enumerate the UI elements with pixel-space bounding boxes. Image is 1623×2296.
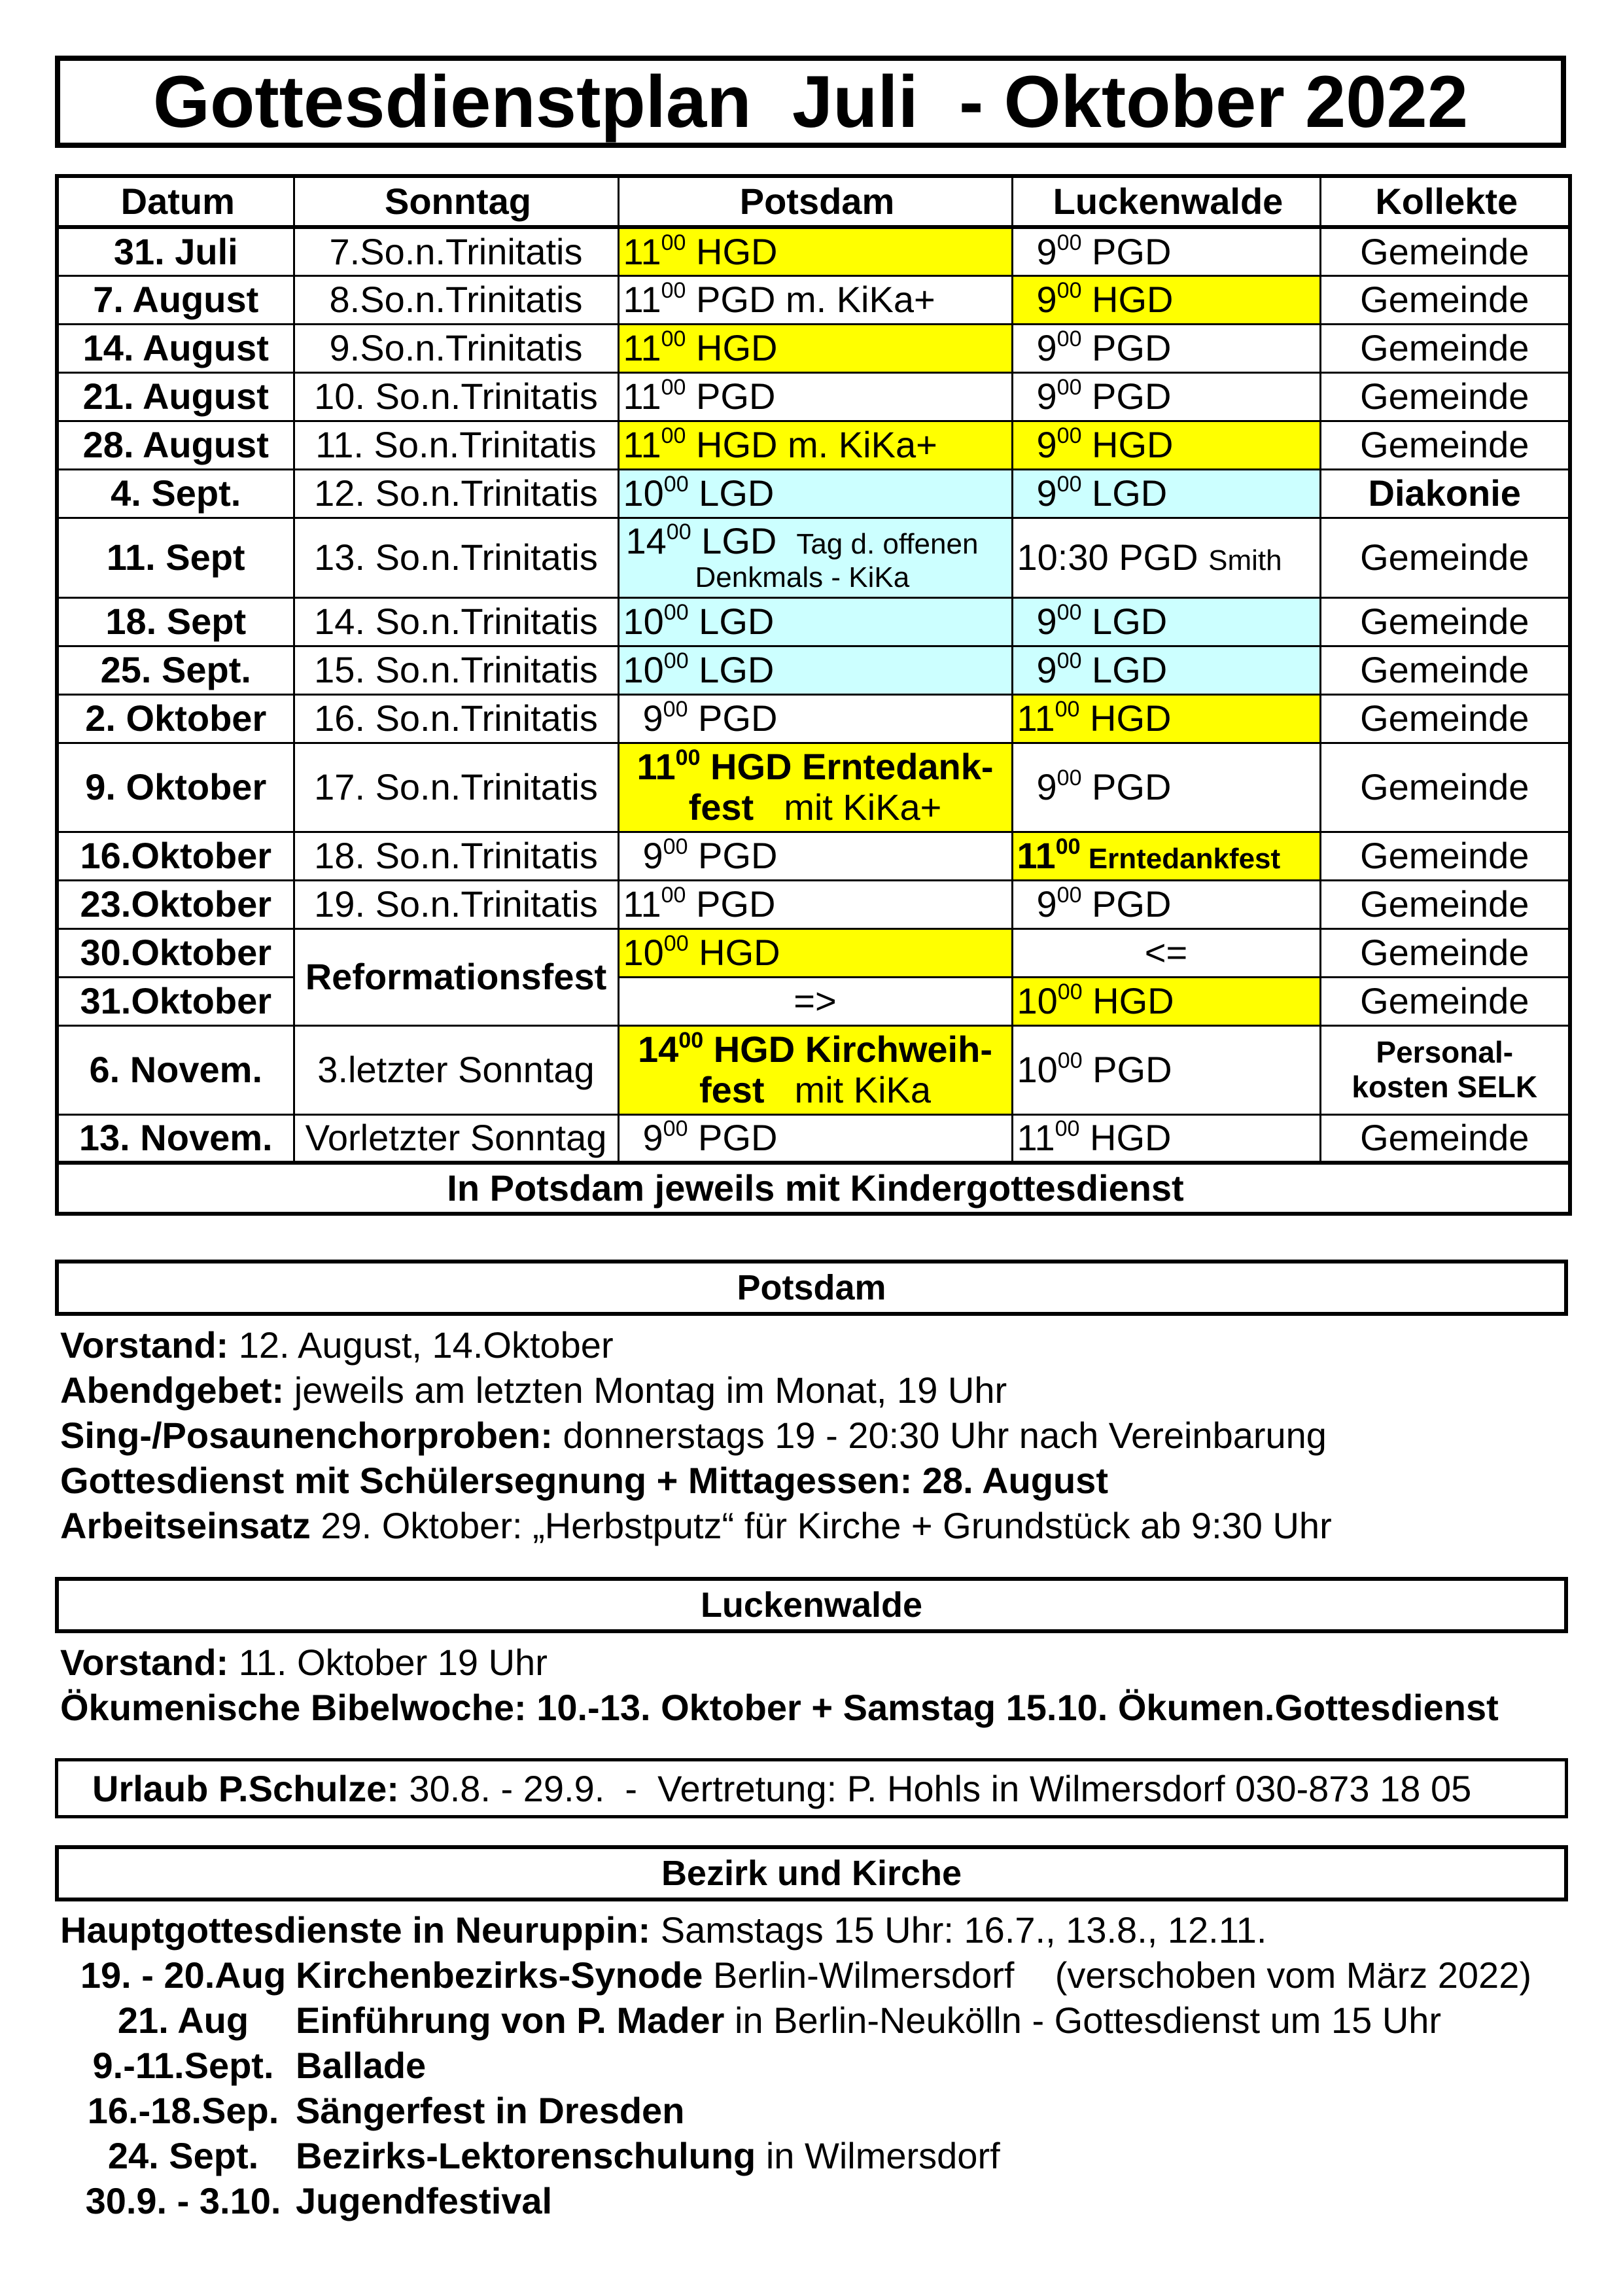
row-potsdam: $10^{00}$ LGD <box>618 469 1012 518</box>
row-kollekte: Gemeinde <box>1320 880 1570 928</box>
event-date: 30.9. - 3.10. <box>85 2180 281 2221</box>
table-row <box>57 518 1570 597</box>
row-kollekte: Gemeinde <box>1320 421 1570 469</box>
row-potsdam: $14^{00}$ LGD Tag d. offenen Denkmals - KiKa <box>618 518 1012 597</box>
event-date: 9.-11.Sept. <box>92 2045 274 2086</box>
row-datum: 14. August <box>57 324 294 372</box>
row-sonntag: Vorletzter Sonntag <box>294 1114 618 1163</box>
row-sonntag: 3.letzter Sonntag <box>294 1025 618 1114</box>
table-header-row <box>57 176 1570 227</box>
row-datum: 31.Oktober <box>57 977 294 1025</box>
bezirk-hauptgottesdienste: Hauptgottesdienste in Neuruppin: Samstags 15 Uhr: 16.7., 13.8., 12.11. <box>60 1909 1267 1951</box>
table-row <box>57 421 1570 469</box>
row-luckenwalde: $9^{00}$ PGD <box>1012 880 1320 928</box>
row-sonntag: 15. So.n.Trinitatis <box>294 646 618 694</box>
event-text: Sängerfest in Dresden <box>296 2090 685 2131</box>
potsdam-arbeitseinsatz: Arbeitseinsatz 29. Oktober: „Herbstputz“ für Kirche + Grundstück ab 9:30 Uhr <box>60 1505 1332 1546</box>
event-date: 19. - 20.Aug <box>80 1954 287 1996</box>
row-potsdam: $11^{00}$ HGD m. KiKa+ <box>618 421 1012 469</box>
table-row <box>57 832 1570 880</box>
row-potsdam: $9^{00}$ PGD <box>618 1114 1012 1163</box>
urlaub-box: Urlaub P.Schulze: 30.8. - 29.9. - Vertretung: P. Hohls in Wilmersdorf 030-873 18 05 <box>55 1758 1568 1818</box>
row-datum: 23.Oktober <box>57 880 294 928</box>
row-potsdam: $9^{00}$ PGD <box>618 694 1012 743</box>
row-kollekte: Gemeinde <box>1320 694 1570 743</box>
row-kollekte: Personal- kosten SELK <box>1320 1025 1570 1114</box>
table-row <box>57 743 1570 832</box>
row-luckenwalde: $9^{00}$ HGD <box>1012 275 1320 324</box>
potsdam-heading: Potsdam <box>55 1260 1568 1316</box>
row-potsdam: $11^{00}$ HGD <box>618 324 1012 372</box>
row-luckenwalde: $10^{00}$ HGD <box>1012 977 1320 1025</box>
row-sonntag: 10. So.n.Trinitatis <box>294 372 618 421</box>
table-row <box>57 324 1570 372</box>
row-sonntag: 16. So.n.Trinitatis <box>294 694 618 743</box>
row-sonntag: Reformationsfest <box>294 928 618 1025</box>
row-datum: 6. Novem. <box>57 1025 294 1114</box>
row-kollekte: Gemeinde <box>1320 743 1570 832</box>
row-kollekte: Gemeinde <box>1320 1114 1570 1163</box>
row-luckenwalde: $9^{00}$ PGD <box>1012 743 1320 832</box>
table-footer: In Potsdam jeweils mit Kindergottesdienst <box>57 1163 1570 1214</box>
row-sonntag: 18. So.n.Trinitatis <box>294 832 618 880</box>
row-potsdam: $11^{00}$ HGD <box>618 227 1012 275</box>
event-text: Einführung von P. Mader in Berlin-Neukölln - Gottesdienst um 15 Uhr <box>296 2000 1442 2041</box>
table-row <box>57 880 1570 928</box>
row-potsdam: $11^{00}$ PGD <box>618 880 1012 928</box>
potsdam-gottesdienst: Gottesdienst mit Schülersegnung + Mittagessen: 28. August <box>60 1460 1108 1501</box>
event-date: 24. Sept. <box>107 2135 259 2176</box>
row-kollekte: Gemeinde <box>1320 977 1570 1025</box>
row-datum: 2. Oktober <box>57 694 294 743</box>
row-potsdam: $10^{00}$ HGD <box>618 928 1012 977</box>
row-sonntag: 19. So.n.Trinitatis <box>294 880 618 928</box>
table-footer-row <box>57 1163 1570 1214</box>
row-kollekte: Gemeinde <box>1320 324 1570 372</box>
table-row <box>57 597 1570 646</box>
header-datum: Datum <box>57 176 294 227</box>
row-luckenwalde: $10^{00}$ PGD <box>1012 1025 1320 1114</box>
table-row <box>57 928 1570 977</box>
row-kollekte: Gemeinde <box>1320 928 1570 977</box>
row-kollekte: Gemeinde <box>1320 372 1570 421</box>
row-potsdam: $14^{00}$ HGD Kirchweih- fest mit KiKa <box>618 1025 1012 1114</box>
bezirk-heading: Bezirk und Kirche <box>55 1845 1568 1901</box>
row-kollekte: Gemeinde <box>1320 227 1570 275</box>
row-potsdam: $10^{00}$ LGD <box>618 646 1012 694</box>
event-text: Kirchenbezirks-Synode Berlin-Wilmersdorf (verschoben vom März 2022) <box>296 1954 1531 1996</box>
header-kollekte: Kollekte <box>1320 176 1570 227</box>
row-datum: 30.Oktober <box>57 928 294 977</box>
row-datum: 18. Sept <box>57 597 294 646</box>
table-row <box>57 275 1570 324</box>
potsdam-chorproben: Sing-/Posaunenchorproben: donnerstags 19 - 20:30 Uhr nach Vereinbarung <box>60 1415 1327 1456</box>
row-kollekte: Gemeinde <box>1320 832 1570 880</box>
row-datum: 21. August <box>57 372 294 421</box>
row-sonntag: 9.So.n.Trinitatis <box>294 324 618 372</box>
row-datum: 28. August <box>57 421 294 469</box>
event-text: Jugendfestival <box>296 2180 553 2221</box>
row-luckenwalde: $9^{00}$ LGD <box>1012 469 1320 518</box>
potsdam-abendgebet: Abendgebet: jeweils am letzten Montag im Monat, 19 Uhr <box>60 1369 1007 1411</box>
luckenwalde-heading: Luckenwalde <box>55 1577 1568 1633</box>
event-date: 16.-18.Sep. <box>87 2090 279 2131</box>
event-date: 21. Aug <box>117 2000 249 2041</box>
row-datum: 13. Novem. <box>57 1114 294 1163</box>
row-sonntag: 7.So.n.Trinitatis <box>294 227 618 275</box>
row-kollekte: Gemeinde <box>1320 518 1570 597</box>
row-sonntag: 17. So.n.Trinitatis <box>294 743 618 832</box>
event-text: Bezirks-Lektorenschulung in Wilmersdorf <box>296 2135 1000 2176</box>
row-luckenwalde: $9^{00}$ PGD <box>1012 324 1320 372</box>
table-row <box>57 469 1570 518</box>
header-sonntag: Sonntag <box>294 176 618 227</box>
row-sonntag: 12. So.n.Trinitatis <box>294 469 618 518</box>
row-sonntag: 11. So.n.Trinitatis <box>294 421 618 469</box>
table-row <box>57 1025 1570 1114</box>
row-sonntag: 14. So.n.Trinitatis <box>294 597 618 646</box>
row-luckenwalde: $9^{00}$ LGD <box>1012 646 1320 694</box>
row-datum: 31. Juli <box>57 227 294 275</box>
luckenwalde-vorstand: Vorstand: 11. Oktober 19 Uhr <box>60 1642 548 1683</box>
table-row <box>57 372 1570 421</box>
page-title-box <box>55 56 1566 148</box>
row-datum: 9. Oktober <box>57 743 294 832</box>
row-potsdam: => <box>618 977 1012 1025</box>
table-row <box>57 977 1570 1025</box>
row-datum: 16.Oktober <box>57 832 294 880</box>
row-potsdam: $11^{00}$ PGD m. KiKa+ <box>618 275 1012 324</box>
header-luckenwalde: Luckenwalde <box>1012 176 1320 227</box>
schedule-table <box>55 174 1572 1216</box>
row-luckenwalde: $11^{00}$ HGD <box>1012 694 1320 743</box>
row-luckenwalde: $9^{00}$ LGD <box>1012 597 1320 646</box>
row-luckenwalde: <= <box>1012 928 1320 977</box>
table-row <box>57 227 1570 275</box>
row-potsdam: $11^{00}$ PGD <box>618 372 1012 421</box>
row-kollekte: Gemeinde <box>1320 646 1570 694</box>
header-potsdam: Potsdam <box>618 176 1012 227</box>
potsdam-vorstand: Vorstand: 12. August, 14.Oktober <box>60 1324 614 1366</box>
event-text: Ballade <box>296 2045 427 2086</box>
row-potsdam: $10^{00}$ LGD <box>618 597 1012 646</box>
row-sonntag: 13. So.n.Trinitatis <box>294 518 618 597</box>
row-kollekte: Gemeinde <box>1320 597 1570 646</box>
row-luckenwalde: $11^{00}$ HGD <box>1012 1114 1320 1163</box>
row-datum: 11. Sept <box>57 518 294 597</box>
row-luckenwalde: $11^{00}$ Erntedankfest <box>1012 832 1320 880</box>
row-luckenwalde: $9^{00}$ PGD <box>1012 227 1320 275</box>
row-potsdam: $11^{00}$ HGD Erntedank- fest mit KiKa+ <box>618 743 1012 832</box>
table-row <box>57 1114 1570 1163</box>
row-datum: 7. August <box>57 275 294 324</box>
row-kollekte: Diakonie <box>1320 469 1570 518</box>
row-potsdam: $9^{00}$ PGD <box>618 832 1012 880</box>
row-kollekte: Gemeinde <box>1320 275 1570 324</box>
table-row <box>57 646 1570 694</box>
row-sonntag: 8.So.n.Trinitatis <box>294 275 618 324</box>
row-luckenwalde: 10:30 PGD Smith <box>1012 518 1320 597</box>
row-luckenwalde: $9^{00}$ HGD <box>1012 421 1320 469</box>
row-datum: 25. Sept. <box>57 646 294 694</box>
page-title: Gottesdienstplan Juli - Oktober 2022 <box>152 61 1469 143</box>
table-row <box>57 694 1570 743</box>
luckenwalde-bibelwoche: Ökumenische Bibelwoche: 10.-13. Oktober + Samstag 15.10. Ökumen.Gottesdienst <box>60 1687 1499 1728</box>
row-datum: 4. Sept. <box>57 469 294 518</box>
row-luckenwalde: $9^{00}$ PGD <box>1012 372 1320 421</box>
